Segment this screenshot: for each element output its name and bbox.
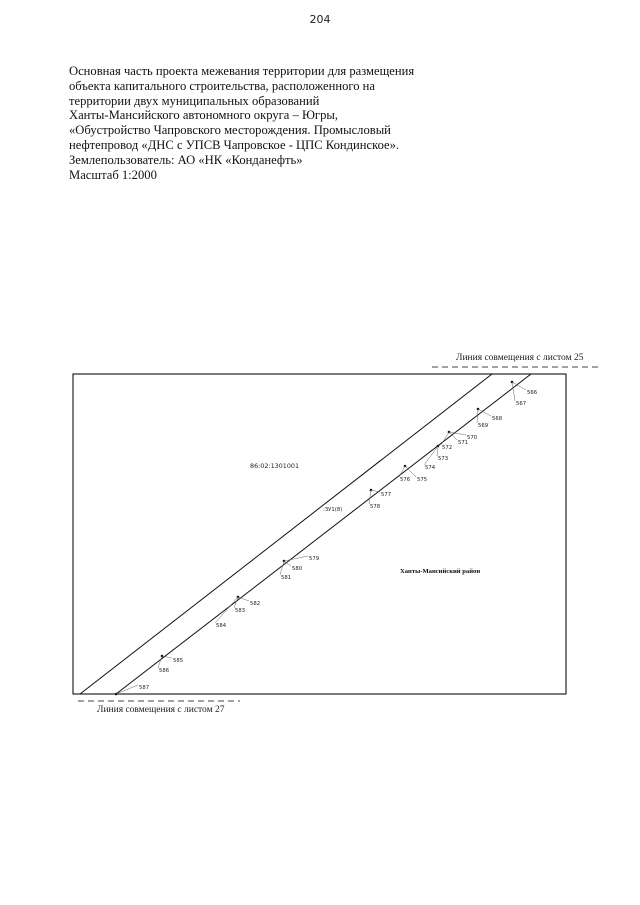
point-label: 576 bbox=[400, 477, 411, 483]
boundary-line-lower bbox=[116, 374, 531, 694]
point-label: 580 bbox=[292, 566, 303, 572]
point-label: 577 bbox=[381, 492, 392, 498]
point-label: 571 bbox=[458, 440, 469, 446]
point-label: 574 bbox=[425, 465, 436, 471]
header-line: Основная часть проекта межевания территории для размещения bbox=[69, 64, 415, 78]
point-leader-line bbox=[284, 556, 308, 561]
point-label: 582 bbox=[250, 601, 261, 607]
point-label: 585 bbox=[173, 658, 184, 664]
join-line-bottom-label: Линия совмещения с листом 27 bbox=[97, 705, 225, 715]
point-leader-line bbox=[405, 466, 416, 477]
point-label: 584 bbox=[216, 623, 227, 629]
point-label: 567 bbox=[516, 401, 527, 407]
point-label: 583 bbox=[235, 608, 246, 614]
parcel-label: :ЗУ1(8) bbox=[323, 507, 343, 513]
header-line: нефтепровод «ДНС с УПСВ Чапровское - ЦПС Кондинское». bbox=[69, 137, 400, 152]
point-leader-line bbox=[116, 685, 138, 694]
point-label: 578 bbox=[370, 504, 381, 510]
point-leader-line bbox=[280, 561, 284, 575]
point-label: 568 bbox=[492, 416, 503, 422]
page-number: 204 bbox=[309, 13, 331, 26]
point-label: 581 bbox=[281, 575, 292, 581]
region-label: Ханты-Мансийский район bbox=[400, 568, 481, 575]
point-label: 572 bbox=[442, 445, 453, 451]
point-label: 573 bbox=[438, 456, 449, 462]
boundary-line-upper bbox=[80, 374, 492, 694]
header-line: территории двух муниципальных образований bbox=[69, 93, 320, 108]
header-line: «Обустройство Чапровского месторождения. Промысловый bbox=[69, 123, 391, 138]
point-label: 586 bbox=[159, 668, 170, 674]
point-label: 566 bbox=[527, 390, 538, 396]
header-line: объекта капитального строительства, расположенного на bbox=[69, 78, 375, 93]
header-line: Землепользователь: АО «НК «Конданефть» bbox=[69, 152, 303, 167]
join-line-top-label: Линия совмещения с листом 25 bbox=[456, 353, 584, 363]
point-label: 587 bbox=[139, 685, 150, 691]
point-leader-line bbox=[158, 656, 162, 668]
header-line: Ханты-Мансийского автономного округа – Югры, bbox=[69, 108, 339, 123]
point-label: 569 bbox=[478, 423, 489, 429]
point-leader-line bbox=[512, 382, 515, 401]
boundary-points bbox=[115, 381, 538, 696]
point-label: 570 bbox=[467, 435, 478, 441]
scale-line: Масштаб 1:2000 bbox=[69, 167, 157, 182]
point-label: 579 bbox=[309, 556, 320, 562]
cadastral-quarter-label: 86:02:1301001 bbox=[250, 462, 300, 470]
point-label: 575 bbox=[417, 477, 428, 483]
map-frame bbox=[73, 374, 566, 694]
